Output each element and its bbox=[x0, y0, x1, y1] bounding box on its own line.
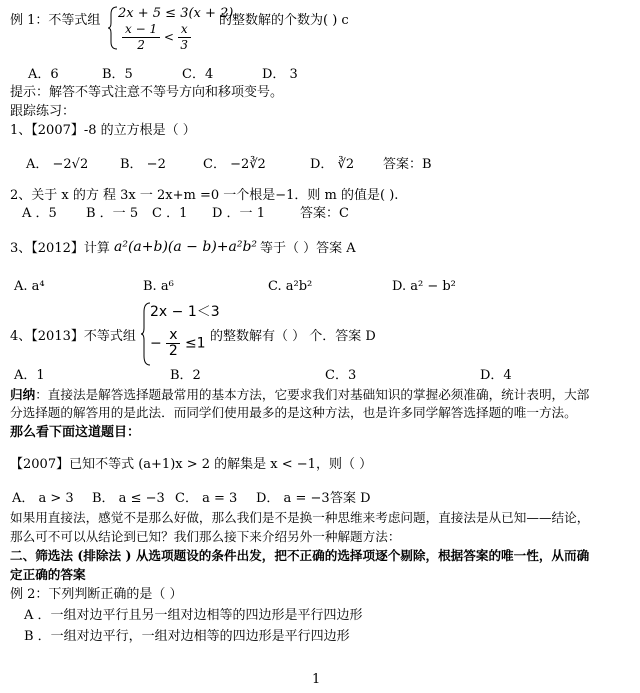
q5-option-a: A． a > 3 bbox=[12, 491, 74, 506]
ex1-ineq2 bbox=[122, 22, 191, 53]
ex2-option-b: B ．一组对边平行，一组对边相等的四边形是平行四边形 bbox=[24, 629, 350, 644]
page-number: 1 bbox=[312, 672, 321, 687]
section-2-heading-line-2: 定正确的答案 bbox=[10, 567, 86, 582]
q2-option-c: C ．1 bbox=[152, 206, 188, 221]
q4-option-c: C．3 bbox=[325, 368, 357, 383]
summary-line-1 bbox=[10, 386, 589, 404]
q4-ineq2-num: x bbox=[166, 328, 180, 344]
paragraph-line-1: 如果用直接法，感觉不是那么好做，那么我们是不是换一种思维来考虑问题，直接法是从已知——结论， bbox=[10, 510, 590, 525]
q4-ineq2-post: ≤1 bbox=[184, 335, 206, 352]
q2-stem: 2、关于 x 的方 程 3x 一 2x+m =0 一个根是−1．则 m 的值是( ). bbox=[10, 188, 399, 203]
q5-stem: 【2007】已知不等式 (a+1)x > 2 的解集是 x < −1，则（ ） bbox=[10, 457, 373, 472]
ex1-option-b: B．5 bbox=[102, 67, 133, 82]
ex1-option-c: C．4 bbox=[182, 67, 214, 82]
q4-ineq1: 2x − 1＜3 bbox=[150, 304, 220, 320]
ex1-ineq2-den: 2 bbox=[137, 38, 145, 52]
practice-title: 跟踪练习： bbox=[10, 104, 76, 119]
summary-text-1: ：直接法是解答选择题最常用的基本方法，它要求我们对基础知识的掌握必须准确，统计表明，大部 bbox=[35, 387, 590, 402]
q5-option-c: C． a = 3 bbox=[175, 491, 238, 506]
section-2-heading-line-1: 二、筛选法 (排除法 ) 从选项题设的条件出发，把不正确的选择项逐个剔除，根据答案的唯一性，从而确 bbox=[10, 548, 590, 563]
ex1-prefix: 例 1：不等式组 bbox=[10, 13, 101, 28]
ex1-option-a: A．6 bbox=[28, 67, 59, 82]
hint-text: 提示：解答不等式注意不等号方向和移项变号。 bbox=[10, 85, 284, 100]
q1-stem: 1、【2007】-8 的立方根是（ ） bbox=[10, 123, 196, 138]
q3-stem-suffix: 等于（ ）答案 A bbox=[260, 241, 356, 256]
q4-ineq2-den: 2 bbox=[168, 343, 178, 359]
summary-line-2: 分选择题的解答用的是此法．而同学们使用最多的是这种方法，也是许多同学解答选择题的唯一方法。 bbox=[10, 405, 577, 420]
paragraph-line-2: 那么可不可以从结论到已知？我们那么接下来介绍另外一种解题方法： bbox=[10, 529, 401, 544]
q3-stem-prefix: 3、【2012】计算 bbox=[10, 241, 110, 256]
q1-option-d: D． ∛2 bbox=[310, 157, 355, 172]
ex2-option-a: A ．一组对边平行且另一组对边相等的四边形是平行四边形 bbox=[24, 608, 363, 623]
ex1-ineq2-op: < bbox=[163, 30, 174, 44]
summary-label: 归纳 bbox=[10, 387, 36, 402]
q3-expression: a²(a+b)(a − b)+a²b² bbox=[114, 239, 258, 255]
q3-option-a: A. a⁴ bbox=[14, 279, 45, 294]
q2-answer: 答案：C bbox=[300, 206, 349, 221]
ex1-ineq2-num: x − 1 bbox=[122, 22, 160, 38]
ex1-ineq2-rnum: x bbox=[178, 22, 191, 38]
q4-option-a: A．1 bbox=[14, 368, 45, 383]
q4-option-b: B．2 bbox=[170, 368, 201, 383]
q4-stem-prefix: 4、【2013】不等式组 bbox=[10, 329, 136, 344]
ex2-stem: 例 2：下列判断正确的是（ ） bbox=[10, 587, 183, 602]
q2-option-b: B ．一 5 bbox=[86, 206, 139, 221]
q4-ineq2-pre: − bbox=[150, 335, 162, 352]
q3-option-d: D. a² − b² bbox=[392, 279, 456, 294]
q4-stem-suffix: 的整数解有（ ） 个．答案 D bbox=[210, 329, 376, 344]
ex1-option-d: D． 3 bbox=[262, 67, 298, 82]
ex1-ineq2-rden: 3 bbox=[180, 38, 189, 52]
q3-option-c: C. a²b² bbox=[268, 279, 313, 294]
q1-option-b: B． −2 bbox=[120, 157, 166, 172]
q4-ineq2 bbox=[150, 328, 206, 359]
next-title: 那么看下面这道题目： bbox=[10, 425, 141, 440]
q5-answer: 答案 D bbox=[330, 491, 371, 506]
q1-option-c: C． −2∛2 bbox=[203, 157, 266, 172]
ex1-ineq1: 2x + 5 ≤ 3(x + 2) bbox=[118, 6, 234, 21]
q2-option-d: D ．一 1 bbox=[212, 206, 265, 221]
q2-option-a: A ．5 bbox=[22, 206, 57, 221]
q4-option-d: D．4 bbox=[480, 368, 512, 383]
ex1-suffix: 的整数解的个数为( ) c bbox=[219, 13, 349, 28]
q5-option-b: B． a ≤ −3 bbox=[92, 491, 165, 506]
q1-answer: 答案：B bbox=[383, 157, 432, 172]
q1-option-a: A． −2√2 bbox=[26, 157, 89, 172]
q3-option-b: B. a⁶ bbox=[143, 279, 174, 294]
q5-option-d: D． a = −3 bbox=[256, 491, 330, 506]
